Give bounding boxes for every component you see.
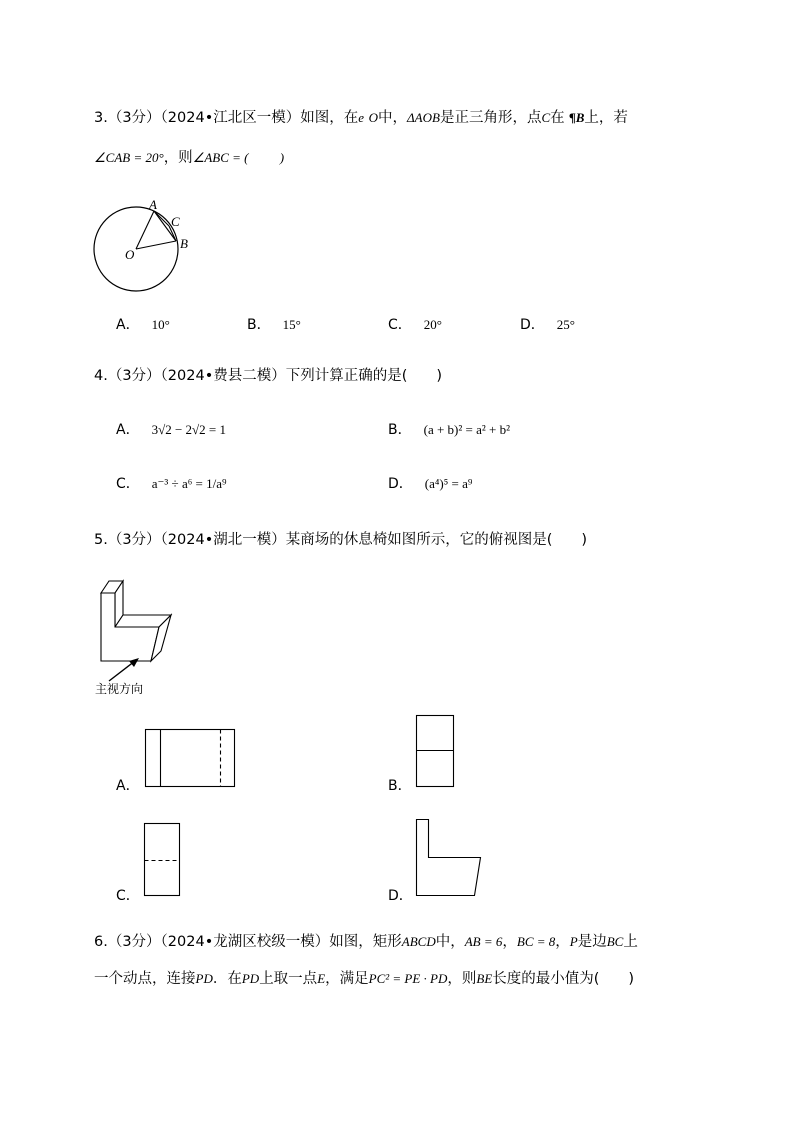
question-5-stem: 5.（3分）（2024•湖北一模）某商场的休息椅如图所示，它的俯视图是( ) bbox=[94, 532, 588, 548]
q5-option-a-figure[interactable] bbox=[145, 729, 237, 789]
q5-option-a-label[interactable]: A． bbox=[116, 778, 140, 794]
question-3-line-2: ∠CAB = 20°，则∠ABC = ( ) bbox=[94, 150, 285, 166]
q5-option-c-figure[interactable] bbox=[144, 823, 184, 899]
bench-3d-figure bbox=[95, 575, 185, 685]
label-c: C bbox=[171, 214, 180, 229]
circle-figure bbox=[90, 195, 200, 295]
q3-option-c[interactable]: C． 20° bbox=[388, 317, 442, 333]
q4-option-a[interactable]: A． 3√2 − 2√2 = 1 bbox=[116, 422, 227, 438]
q3-option-a[interactable]: A． 10° bbox=[116, 317, 170, 333]
label-b: B bbox=[180, 236, 188, 251]
q5-option-c-label[interactable]: C． bbox=[116, 888, 140, 904]
q4-option-b[interactable]: B． (a + b)² = a² + b² bbox=[388, 422, 510, 438]
segment-ac bbox=[154, 211, 169, 226]
q3-option-b[interactable]: B． 15° bbox=[247, 317, 301, 333]
question-6-line-1: 6.（3分）（2024•龙湖区校级一模）如图，矩形ABCD中，AB = 6，BC = 8，P是边BC上 bbox=[94, 934, 638, 950]
q5-option-b-figure[interactable] bbox=[416, 715, 456, 789]
question-3-line-1: 3.（3分）（2024•江北区一模）如图，在e O中，ΔAOB是正三角形，点C在 ¶B上，若 bbox=[94, 110, 628, 126]
q5-option-d-figure[interactable] bbox=[416, 819, 484, 899]
segment-oa bbox=[136, 211, 154, 249]
q5-option-d-label[interactable]: D． bbox=[388, 888, 413, 904]
question-4-stem: 4.（3分）（2024•费县二模）下列计算正确的是( ) bbox=[94, 368, 443, 384]
label-a: A bbox=[149, 197, 157, 212]
segment-ob bbox=[136, 241, 176, 249]
q4-option-c[interactable]: C． a⁻³ ÷ a⁶ = 1/a⁹ bbox=[116, 476, 227, 492]
q5-option-b-label[interactable]: B． bbox=[388, 778, 412, 794]
question-6-line-2: 一个动点，连接PD．在PD上取一点E，满足PC² = PE · PD，则BE长度的最小值为( ) bbox=[94, 971, 635, 987]
q3-option-d[interactable]: D． 25° bbox=[520, 317, 575, 333]
view-direction-caption: 主视方向 bbox=[95, 682, 144, 696]
label-o: O bbox=[125, 247, 135, 262]
q4-option-d[interactable]: D． (a⁴)⁵ = a⁹ bbox=[388, 476, 473, 492]
